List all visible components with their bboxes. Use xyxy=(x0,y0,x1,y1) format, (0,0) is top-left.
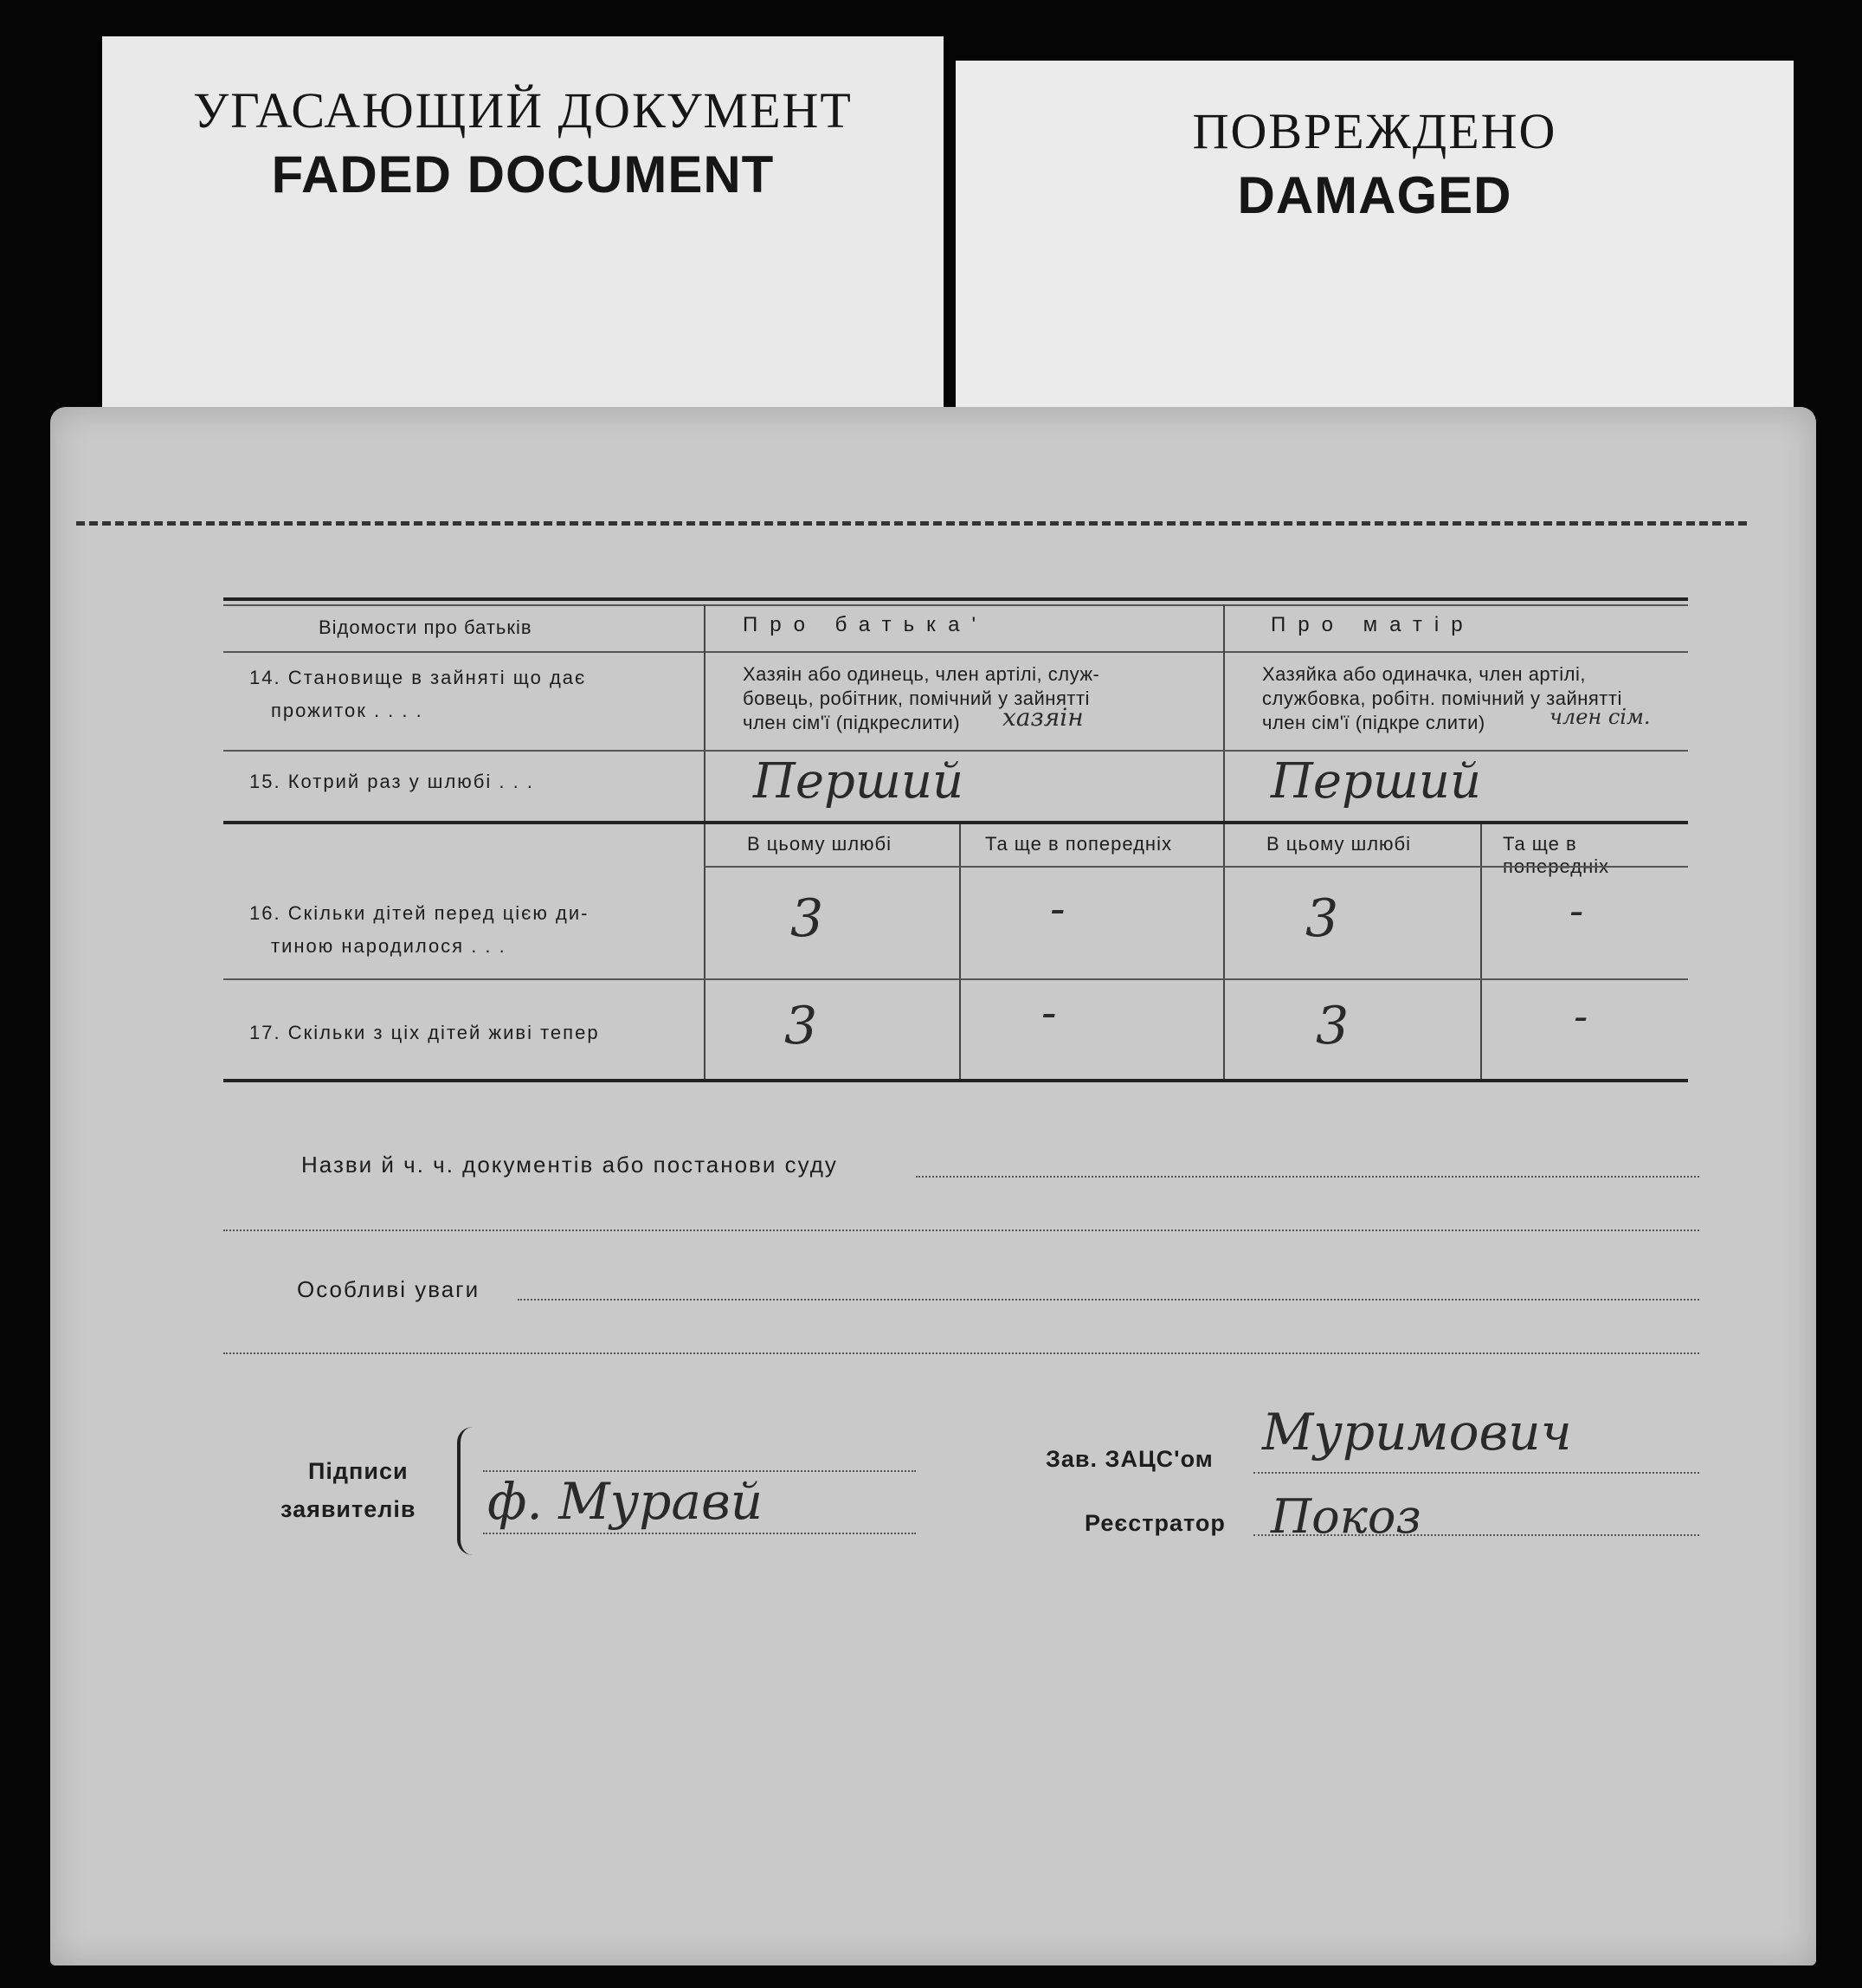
applicant-signature: ф. Муравй xyxy=(487,1472,763,1531)
subheader-mother-previous: Та ще в попередніх xyxy=(1503,833,1610,877)
row14-label-1: 14. Становище в зайняті що дає xyxy=(249,667,587,688)
row14-father-opt-2: бовець, робітник, помічний у зайнятті xyxy=(743,687,1090,709)
row16-mother-this: 3 xyxy=(1305,888,1339,949)
row16-label-1: 16. Скільки дітей перед цією ди- xyxy=(249,902,590,924)
subheader-father-previous: Та ще в попередніх xyxy=(985,833,1172,855)
signatures-label-2: заявителів xyxy=(280,1496,416,1522)
signatures-label-1: Підписи xyxy=(308,1458,409,1484)
row16-label-2: тиною народилося . . . xyxy=(271,935,506,957)
row15-father-value: Перший xyxy=(753,753,964,810)
faded-document-en: FADED DOCUMENT xyxy=(271,145,775,203)
row14-mother-opt-3: член сім'ї (підкре слити) xyxy=(1262,712,1485,733)
registrar-label: Реєстратор xyxy=(1085,1510,1226,1536)
registrar-signature: Покоз xyxy=(1271,1489,1421,1544)
row17-mother-this: 3 xyxy=(1316,996,1350,1056)
row17-mother-previous: - xyxy=(1574,992,1588,1041)
row16-father-this: 3 xyxy=(790,888,824,949)
signatures-brace xyxy=(457,1427,473,1555)
head-signature: Муримович xyxy=(1262,1403,1572,1462)
subheader-father-this: В цьому шлюбі xyxy=(747,833,892,855)
row14-father-opt-1: Хазяін або одинець, член артілі, служ- xyxy=(743,663,1100,685)
header-mother: Про матір xyxy=(1271,613,1475,636)
head-label: Зав. ЗАЦС'ом xyxy=(1046,1446,1214,1472)
row15-mother-value: Перший xyxy=(1271,753,1482,810)
row14-mother-opt-2: службовка, робітн. помічний у зайнятті xyxy=(1262,687,1622,709)
header-father: Про батька' xyxy=(743,613,989,636)
document-page xyxy=(50,407,1816,1965)
table-bottom-rule xyxy=(223,1079,1688,1082)
perforation-line xyxy=(76,521,1747,526)
header-parents-info: Відомости про батьків xyxy=(319,616,532,638)
damaged-en: DAMAGED xyxy=(1237,166,1512,224)
row17-father-this: 3 xyxy=(784,996,818,1056)
row14-father-handwritten: хазяін xyxy=(1002,703,1084,732)
documents-label: Назви й ч. ч. документів або постанови суду xyxy=(301,1152,838,1178)
damaged-card xyxy=(956,61,1794,409)
remarks-label: Особливі уваги xyxy=(297,1276,480,1302)
row16-mother-previous: - xyxy=(1569,887,1584,935)
row14-label-2: прожиток . . . . xyxy=(271,700,423,721)
row14-mother-opt-1: Хазяйка або одиначка, член артілі, xyxy=(1262,663,1586,685)
row16-father-previous: - xyxy=(1050,883,1066,935)
faded-document-ru: УГАСАЮЩИЙ ДОКУМЕНТ xyxy=(193,82,853,139)
damaged-ru: ПОВРЕЖДЕНО xyxy=(1192,103,1557,159)
row14-father-opt-3: член сім'ї (підкреслити) xyxy=(743,712,961,733)
table-top-rule xyxy=(223,597,1688,601)
row17-label: 17. Скільки з ціх дітей живі тепер xyxy=(249,1022,600,1043)
faded-document-card xyxy=(102,36,944,409)
row14-mother-handwritten: член сім. xyxy=(1550,705,1651,729)
row15-label: 15. Котрий раз у шлюбі . . . xyxy=(249,771,534,792)
row17-father-previous: - xyxy=(1041,987,1057,1039)
subheader-mother-this: В цьому шлюбі xyxy=(1266,833,1412,855)
